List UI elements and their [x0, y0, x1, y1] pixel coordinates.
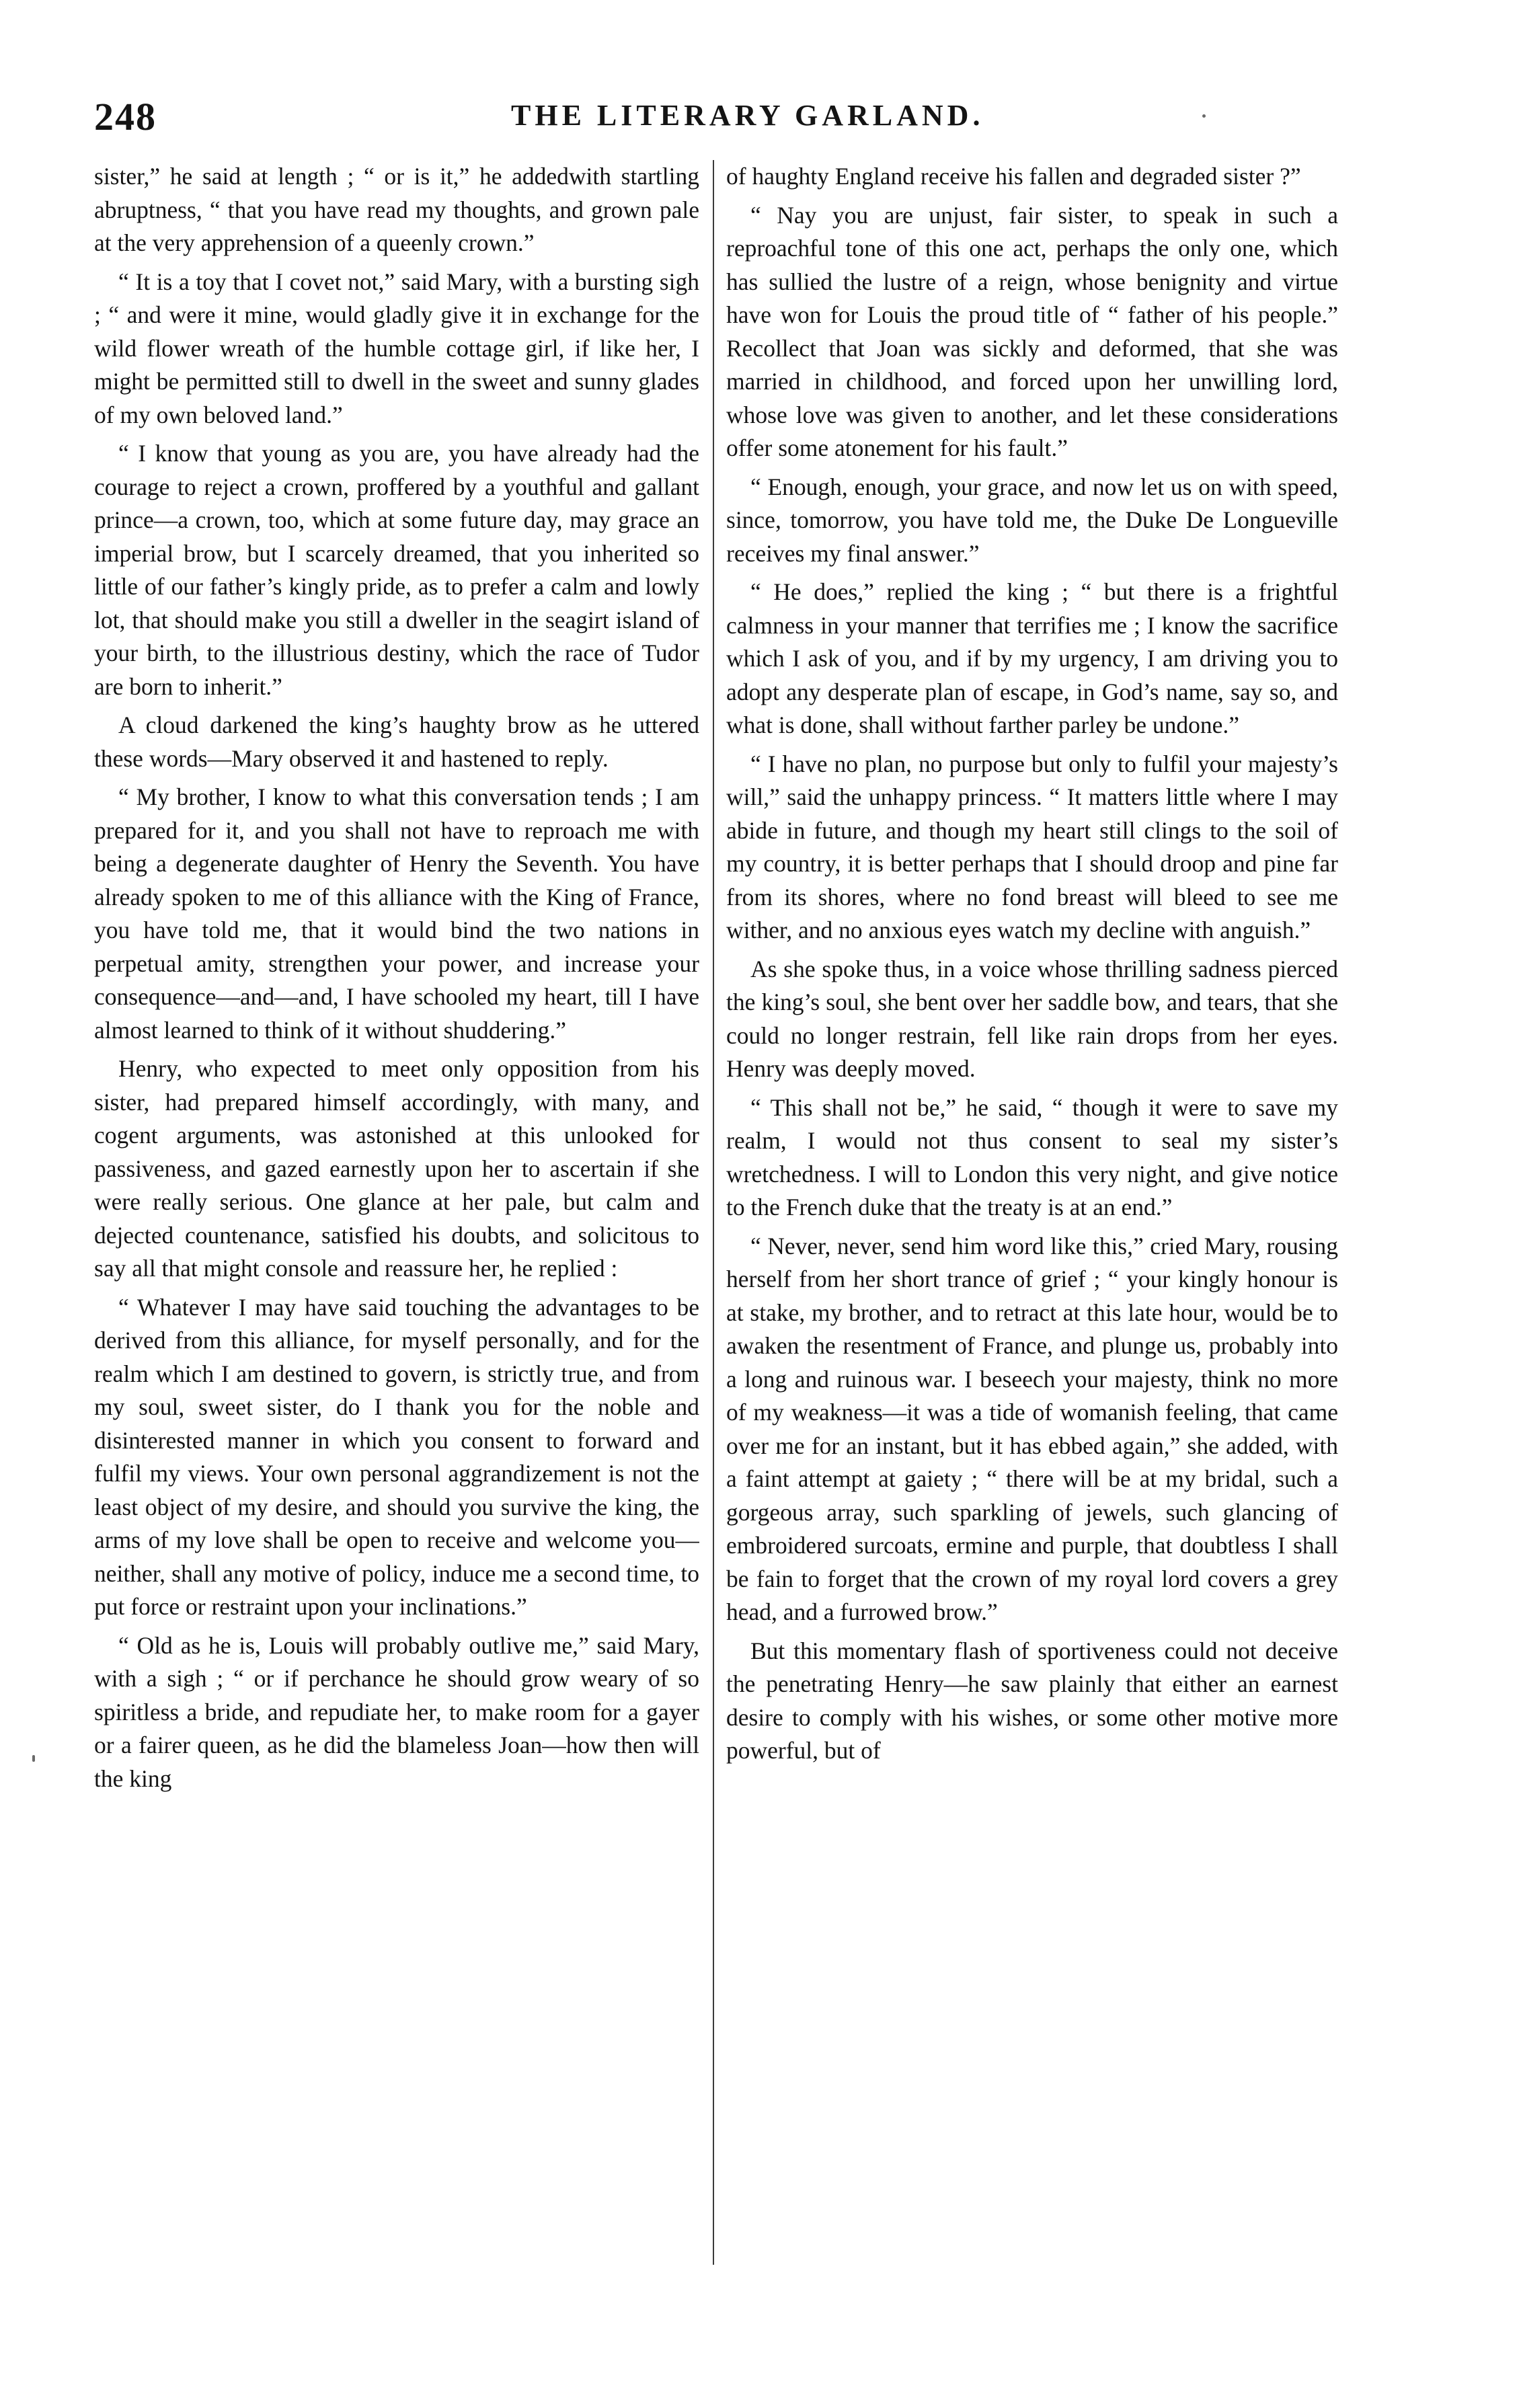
page-number: 248 [94, 95, 157, 139]
paragraph: of haughty England receive his fallen and degraded sister ?” [726, 163, 1301, 190]
paragraph: “ I have no plan, no purpose but only to fulfil your majesty’s will,” said the unhappy princess. “ It matters little where I may abide in future, and though my heart still clings to the soil of my country, it is better perhaps that I should droop and pine far from its shores, where no fond breast will bleed to see me wither, and no anxious eyes watch my decline with anguish.” [726, 750, 1338, 943]
paragraph: “ This shall not be,” he said, “ though it were to save my realm, I would not thus consent to seal my sister’s wretchedness. I will to London this very night, and give notice to the French duke that the treaty is at an end.” [726, 1093, 1338, 1220]
paragraph: “ I know that young as you are, you have already had the courage to reject a crown, proffered by a youthful and gallant prince—a crown, too, which at some future day, may grace an imperial brow, but I scarcely dreamed, that you inherited so little of our father’s kingly pride, as to prefer a calm and lowly lot, that should make you still a dweller in the seagirt island of your birth, to the illustrious destiny, which the race of Tudor are born to inherit.” [94, 440, 699, 700]
print-speck [32, 1755, 35, 1762]
column-divider [713, 160, 714, 2265]
running-title: THE LITERARY GARLAND. [511, 99, 984, 132]
paragraph: But this momentary flash of sportiveness could not deceive the penetrating Henry—he saw plainly that either an earnest desire to comply with his wishes, or some other motive more powerful, but of [726, 1637, 1338, 1764]
paragraph: As she spoke thus, in a voice whose thrilling sadness pierced the king’s soul, she bent over her saddle bow, and tears, that she could no longer restrain, fell like rain drops from her eyes. Henry was deeply moved. [726, 955, 1338, 1082]
paragraph: “ Old as he is, Louis will probably outlive me,” said Mary, with a sigh ; “ or if perchance he should grow weary of so spiritless a bride, and repudiate her, to make room for a gayer or a fairer queen, as he did the blameless Joan—how then will the king [94, 1631, 699, 1792]
paragraph: “ Whatever I may have said touching the advantages to be derived from this alliance, for myself personally, and for the realm which I am destined to govern, is strictly true, and from my soul, sweet sister, do I thank you for the noble and disinterested manner in which you consent to forward and fulfil my views. Your own personal aggrandizement is not the least object of my desire, and should you survive the king, the arms of my love shall be open to receive and welcome you—neither, shall any motive of policy, induce me a second time, to put force or restraint upon your inclinations.” [94, 1293, 699, 1620]
paragraph: “ It is a toy that I covet not,” said Mary, with a bursting sigh ; “ and were it mine, would gladly give it in exchange for the wild flower wreath of the humble cottage girl, if like her, I might be permitted still to dwell in the sweet and sunny glades of my own beloved land.” [94, 268, 699, 428]
print-speck [1202, 114, 1206, 118]
page-header [94, 94, 1439, 168]
paragraph: Henry, who expected to meet only opposition from his sister, had prepared himself accordingly, with many, and cogent arguments, was astonished at this unlooked for passiveness, and gazed earnestly upon her to ascertain if she were really serious. One glance at her pale, but calm and dejected countenance, satisfied his doubts, and solicitous to say all that might console and reassure her, he replied : [94, 1055, 699, 1282]
right-column [726, 160, 1338, 2278]
paragraph: “ Never, never, send him word like this,” cried Mary, rousing herself from her short trance of grief ; “ your kingly honour is at stake, my brother, and to retract at this late hour, would be to awaken the resentment of France, and plunge us, probably into a long and ruinous war. I beseech your majesty, think no more of my weakness—it was a tide of womanish feeling, that came over me for an instant, but it has ebbed again,” she added, with a faint attempt at gaiety ; “ there will be at my bridal, such a gorgeous array, such sparkling of jewels, such glancing of embroidered surcoats, ermine and purple, that doubtless I shall be fain to forget that the crown of my royal lord covers a grey head, and a furrowed brow.” [726, 1232, 1338, 1625]
paragraph: “ My brother, I know to what this conversation tends ; I am prepared for it, and you shall not have to reproach me with being a degenerate daughter of Henry the Seventh. You have already spoken to me of this alliance with the King of France, you have told me, that it would bind the two nations in perpetual amity, strengthen your power, and increase your consequence—and—and, I have schooled my heart, till I have almost learned to think of it without shuddering.” [94, 783, 699, 1044]
paragraph: “ Nay you are unjust, fair sister, to speak in such a reproachful tone of this one act, perhaps the only one, which has sullied the lustre of a reign, whose benignity and virtue have won for Louis the proud title of “ father of his people.” Recollect that Joan was sickly and deformed, that she was married in childhood, and forced upon her unwilling lord, whose love was given to another, and let these considerations offer some atonement for his fault.” [726, 201, 1338, 461]
paragraph: “ He does,” replied the king ; “ but there is a frightful calmness in your manner that terrifies me ; I know the sacrifice which I ask of you, and if by my urgency, I am driving you to adopt any desperate plan of escape, in God’s name, say so, and what is done, shall without farther parley be undone.” [726, 578, 1338, 738]
paragraph: sister,” he said at length ; “ or is it,” he addedwith startling abruptness, “ that you have read my thoughts, and grown pale at the very apprehension of a queenly crown.” [94, 163, 699, 256]
left-column [94, 160, 699, 2278]
paragraph: A cloud darkened the king’s haughty brow as he uttered these words—Mary observed it and hastened to reply. [94, 711, 699, 772]
paragraph: “ Enough, enough, your grace, and now let us on with speed, since, tomorrow, you have told me, the Duke De Longueville receives my final answer.” [726, 473, 1338, 567]
